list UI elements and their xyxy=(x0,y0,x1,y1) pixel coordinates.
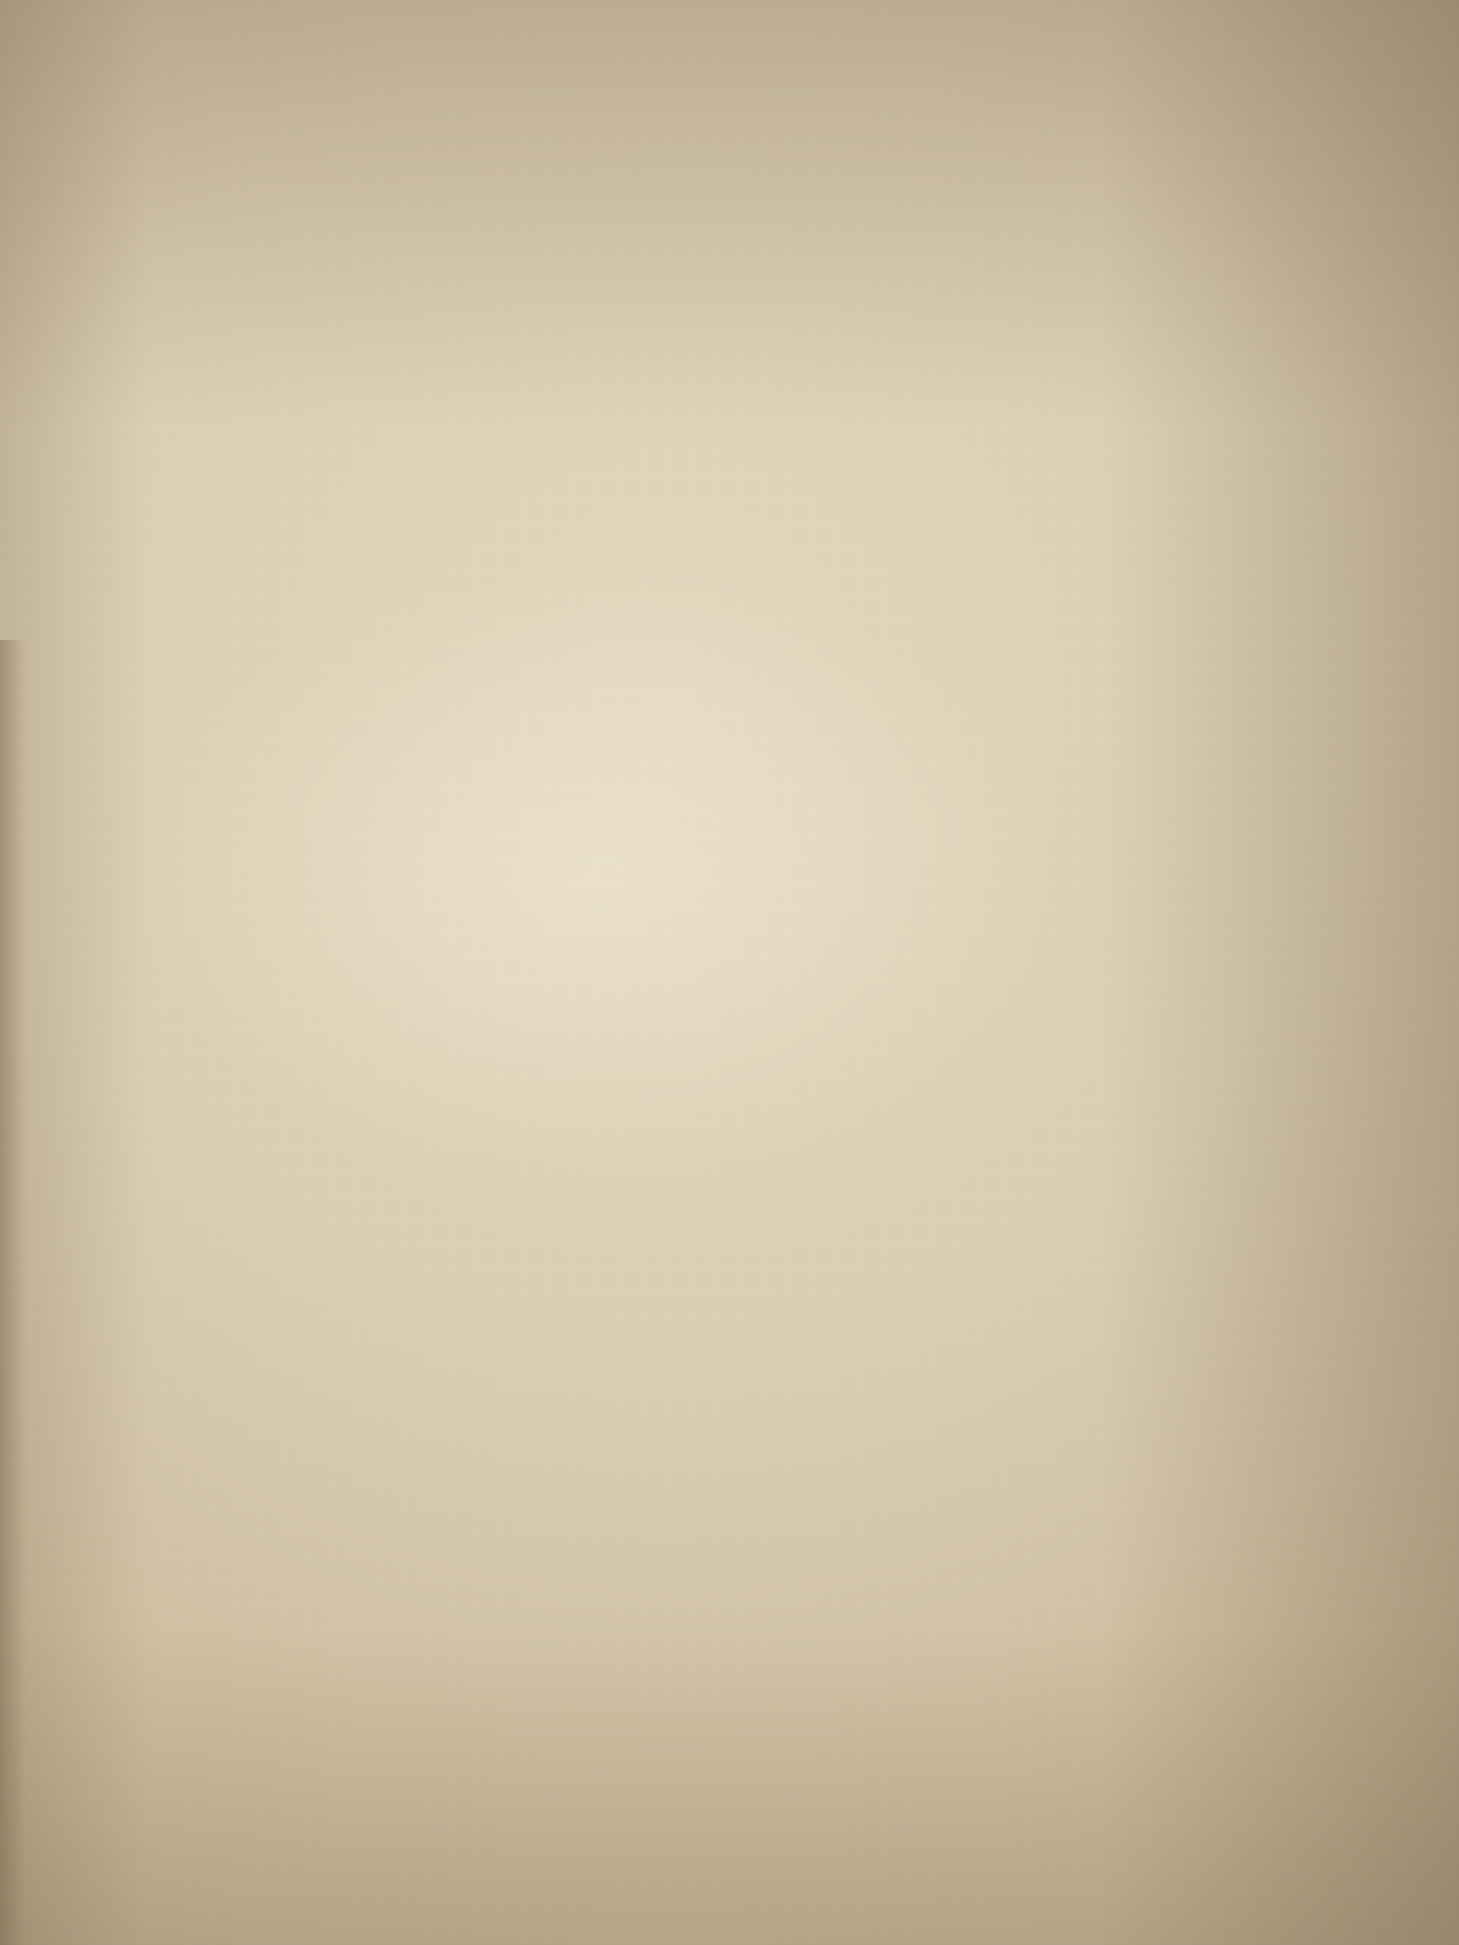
part-heading-block xyxy=(0,455,1459,469)
toc-section-upper xyxy=(0,0,1459,440)
